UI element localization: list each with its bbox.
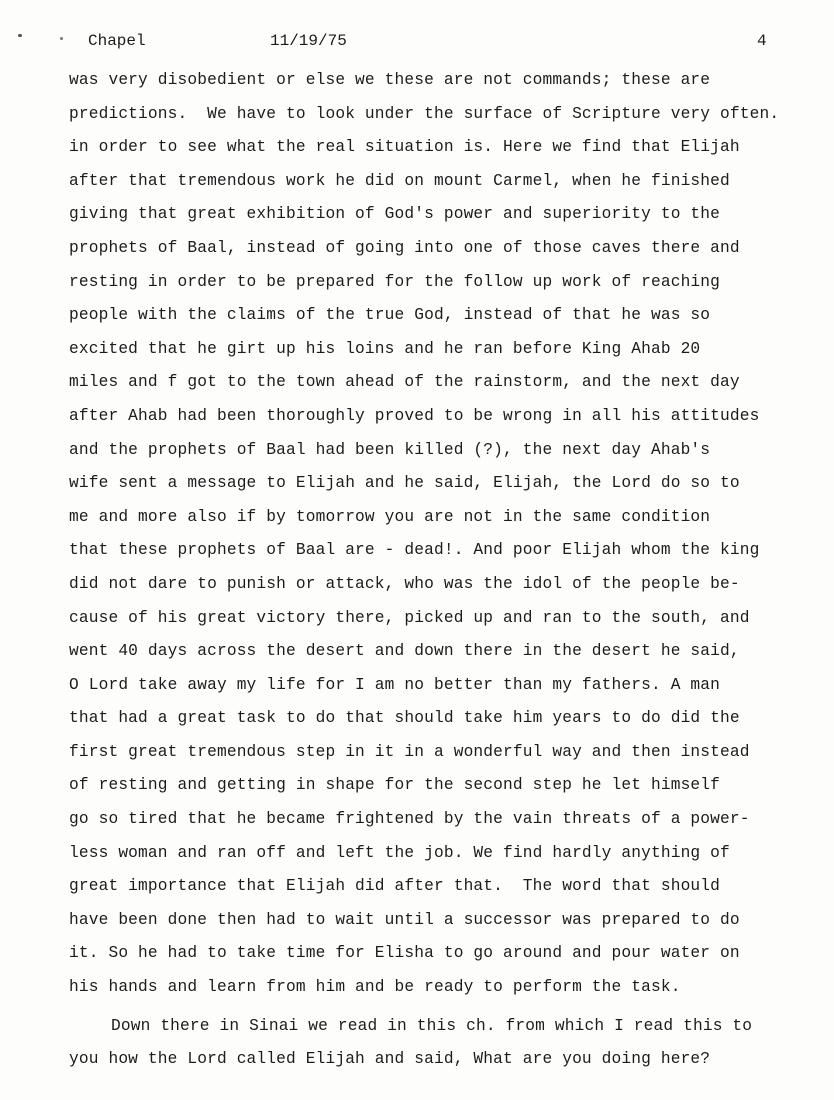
text-line: of resting and getting in shape for the second step he let himself <box>69 776 721 795</box>
text-line: did not dare to punish or attack, who was the idol of the people be- <box>69 574 740 593</box>
text-line: me and more also if by tomorrow you are not in the same condition <box>69 507 711 526</box>
text-line: giving that great exhibition of God's power and superiority to the <box>69 205 721 224</box>
text-line: miles and f got to the town ahead of the rainstorm, and the next day <box>69 373 740 392</box>
text-line: was very disobedient or else we these are not commands; these are <box>69 71 711 89</box>
text-line: in order to see what the real situation is. Here we find that Elijah <box>69 138 740 157</box>
text-line: people with the claims of the true God, instead of that he was so <box>69 306 711 325</box>
text-line: it. So he had to take time for Elisha to go around and pour water on <box>69 944 740 963</box>
text-line: cause of his great victory there, picked up and ran to the south, and <box>69 608 750 627</box>
header-date: 11/19/75 <box>270 32 347 50</box>
text-line: resting in order to be prepared for the follow up work of reaching <box>69 272 721 291</box>
text-line: that these prophets of Baal are - dead!. And poor Elijah whom the king <box>69 541 760 560</box>
text-line: have been done then had to wait until a successor was prepared to do <box>69 910 740 929</box>
text-line: less woman and ran off and left the job. We find hardly anything of <box>69 843 730 862</box>
text-line: wife sent a message to Elijah and he said, Elijah, the Lord do so to <box>69 474 740 493</box>
text-line: great importance that Elijah did after that. The word that should <box>69 877 721 896</box>
text-line: you how the Lord called Elijah and said, What are you doing here? <box>69 1050 711 1069</box>
text-line: after Ahab had been thoroughly proved to be wrong in all his attitudes <box>69 406 760 425</box>
header-title: Chapel <box>88 32 146 50</box>
text-line: O Lord take away my life for I am no better than my fathers. A man <box>69 675 721 694</box>
text-line: prophets of Baal, instead of going into one of those caves there and <box>69 238 740 257</box>
text-line: went 40 days across the desert and down there in the desert he said, <box>69 642 740 661</box>
text-line: after that tremendous work he did on mount Carmel, when he finished <box>69 171 730 190</box>
text-line: that had a great task to do that should take him years to do did the <box>69 709 740 728</box>
text-line: go so tired that he became frightened by the vain threats of a power- <box>69 810 750 829</box>
page-number: 4 <box>757 32 767 50</box>
text-line: his hands and learn from him and be ready to perform the task. <box>69 978 681 997</box>
paragraph-1 <box>69 64 821 1005</box>
text-line: first great tremendous step in it in a wonderful way and then instead <box>69 742 750 761</box>
text-line: predictions. We have to look under the surface of Scripture very often. <box>69 104 780 123</box>
page-header <box>0 32 834 54</box>
text-line: Down there in Sinai we read in this ch. from which I read this to <box>111 1016 753 1035</box>
paragraph-2 <box>69 1005 821 1077</box>
text-line: and the prophets of Baal had been killed (?), the next day Ahab's <box>69 440 711 459</box>
text-line: excited that he girt up his loins and he ran before King Ahab 20 <box>69 339 701 358</box>
body-text <box>69 64 821 1077</box>
